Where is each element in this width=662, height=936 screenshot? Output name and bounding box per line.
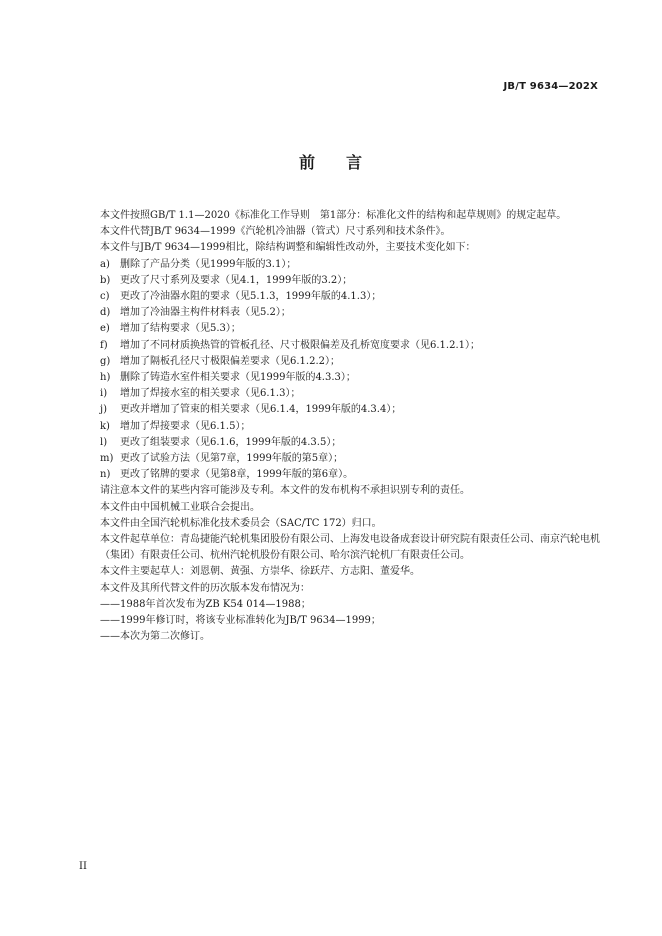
change-item: [81, 289, 611, 305]
document-code: JB/T 9634—202X: [503, 81, 598, 92]
change-item: [81, 451, 611, 467]
title-char-1: 前: [298, 153, 316, 172]
change-item-marker: g): [100, 355, 111, 367]
change-item: [81, 321, 611, 337]
change-item: [81, 370, 611, 386]
change-item-text: 增加了冷油器主构件材料表（见5.2）；: [120, 307, 291, 319]
change-item-marker: e): [100, 323, 110, 335]
paragraph-drafting-basis: 本文件按照GB/T 1.1—2020《标准化工作导则 第1部分：标准化文件的结构和起草规则》的规定起草。: [100, 210, 567, 221]
change-list: [81, 257, 611, 484]
change-item-text: 删除了产品分类（见1999年版的3.1）；: [120, 258, 297, 270]
change-item: [81, 435, 611, 451]
change-item-marker: c): [100, 291, 110, 303]
change-item-marker: b): [100, 274, 111, 286]
change-item: [81, 467, 611, 483]
history-item: ——1988年首次发布为ZB K54 014—1988；: [100, 598, 311, 610]
change-item-text: 更改了冷油器水阻的要求（见5.1.3，1999年版的4.1.3）；: [120, 291, 382, 303]
change-item-marker: k): [100, 420, 110, 432]
change-item: [81, 338, 611, 354]
change-item-text: 增加了不同材质换热管的管板孔径、尺寸极限偏差及孔桥宽度要求（见6.1.2.1）；: [120, 339, 480, 351]
change-item-text: 更改了尺寸系列及要求（见4.1，1999年版的3.2）；: [120, 274, 353, 286]
change-item: [81, 354, 611, 370]
title-char-2: 言: [346, 153, 364, 172]
foreword-body: [81, 208, 611, 645]
change-item-text: 增加了结构要求（见5.3）；: [120, 323, 241, 335]
change-item-marker: f): [100, 339, 108, 351]
paragraph-drafting-units: 本文件起草单位：青岛捷能汽轮机集团股份有限公司、上海发电设备成套设计研究院有限责任公司、南京汽轮电机（集团）有限责任公司、杭州汽轮机股份有限公司、哈尔滨汽轮机厂有限责任公司。: [100, 534, 600, 562]
change-item-marker: a): [100, 258, 110, 270]
change-item-text: 增加了焊接水室的相关要求（见6.1.3）；: [120, 388, 301, 400]
page-title: [0, 150, 662, 173]
change-item-text: 增加了焊接要求（见6.1.5）；: [120, 420, 251, 432]
change-item-text: 更改并增加了管束的相关要求（见6.1.4，1999年版的4.3.4）；: [120, 404, 402, 416]
paragraph-changes-intro: 本文件与JB/T 9634—1999相比，除结构调整和编辑性改动外，主要技术变化如下：: [100, 242, 476, 254]
page-number: II: [79, 861, 87, 872]
change-item-marker: d): [100, 307, 111, 319]
change-item-text: 更改了组装要求（见6.1.6，1999年版的4.3.5）；: [120, 436, 342, 448]
history-item: ——1999年修订时，将该专业标准转化为JB/T 9634—1999；: [100, 615, 381, 627]
change-item-marker: i): [100, 388, 108, 400]
change-item-text: 增加了隔板孔径尺寸极限偏差要求（见6.1.2.2）；: [120, 355, 340, 367]
change-item-marker: n): [100, 469, 111, 481]
change-item: [81, 257, 611, 273]
paragraph-drafters: 本文件主要起草人：刘恩朝、黄强、方崇华、徐跃芹、方志阳、董爱华。: [100, 566, 420, 578]
change-item-text: 更改了试验方法（见第7章，1999年版的第5章）；: [120, 453, 344, 465]
change-item-text: 删除了铸造水室件相关要求（见1999年版的4.3.3）；: [120, 372, 356, 384]
change-item-marker: j): [100, 404, 108, 416]
paragraph-patent-notice: 请注意本文件的某些内容可能涉及专利。本文件的发布机构不承担识别专利的责任。: [100, 485, 470, 497]
history-item: ——本次为第二次修订。: [100, 631, 210, 643]
paragraph-replaces: 本文件代替JB/T 9634—1999《汽轮机冷油器（管式）尺寸系列和技术条件》。: [100, 226, 451, 238]
change-item: [81, 386, 611, 402]
change-item-text: 更改了铭牌的要求（见第8章，1999年版的第6章）。: [120, 469, 354, 481]
paragraph-centralized-by: 本文件由全国汽轮机标准化技术委员会（SAC/TC 172）归口。: [100, 517, 382, 529]
change-item-marker: h): [100, 372, 111, 384]
change-item-marker: l): [100, 436, 108, 448]
paragraph-proposed-by: 本文件由中国机械工业联合会提出。: [100, 501, 260, 513]
change-item: [81, 402, 611, 418]
change-item-marker: m): [100, 453, 114, 465]
change-item: [81, 419, 611, 435]
change-item: [81, 305, 611, 321]
change-item: [81, 273, 611, 289]
paragraph-history-intro: 本文件及其所代替文件的历次版本发布情况为：: [100, 582, 310, 594]
